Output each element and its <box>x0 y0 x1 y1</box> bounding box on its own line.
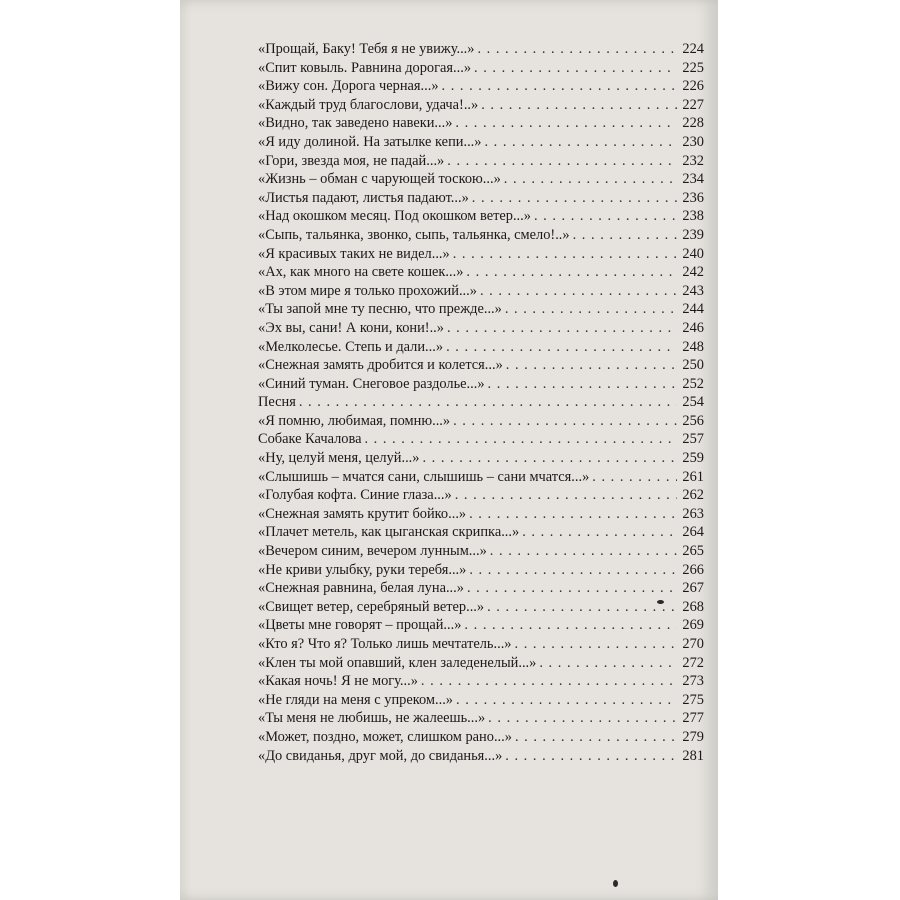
toc-entry-title: «Кто я? Что я? Только лишь мечтатель...» <box>258 636 512 652</box>
dot-leader <box>488 709 677 728</box>
toc-entry-title: «Гори, звезда моя, не падай...» <box>258 152 445 169</box>
toc-entry-page: 270 <box>682 636 704 652</box>
toc-entry-page: 264 <box>682 524 704 541</box>
toc-entry <box>258 728 704 747</box>
toc-entry-page: 232 <box>682 152 704 169</box>
dot-leader <box>364 430 677 449</box>
dot-leader <box>504 170 677 189</box>
toc-entry-title: «Сыпь, тальянка, звонко, сыпь, тальянка, смело!..» <box>258 226 570 243</box>
dot-leader <box>469 561 677 580</box>
toc-entry <box>258 486 704 505</box>
dot-leader <box>573 226 677 245</box>
toc-entry-page: 238 <box>682 208 704 225</box>
toc-entry <box>258 77 704 96</box>
toc-entry-page: 250 <box>682 357 704 374</box>
toc-entry <box>258 59 704 78</box>
dot-leader <box>480 282 677 301</box>
toc-entry-title: Собаке Качалова <box>258 431 362 448</box>
toc-entry <box>258 616 704 635</box>
toc-entry-title: «Ты меня не любишь, не жалеешь...» <box>258 710 486 727</box>
toc-entry-title: «Мелколесье. Степь и дали...» <box>258 338 444 355</box>
toc-entry-page: 240 <box>682 245 704 262</box>
toc-entry-page: 277 <box>682 710 704 727</box>
toc-entry-page: 234 <box>682 171 704 188</box>
dot-leader <box>487 598 677 617</box>
toc-entry <box>258 561 704 580</box>
dot-leader <box>422 449 677 468</box>
dot-leader <box>447 152 677 171</box>
toc-entry-title: «Спит ковыль. Равнина дорогая...» <box>258 59 472 76</box>
toc-entry-page: 265 <box>682 543 704 560</box>
toc-entry <box>258 393 704 412</box>
toc-entry <box>258 523 704 542</box>
toc-entry-title: «Эх вы, сани! А кони, кони!..» <box>258 319 444 336</box>
dot-leader <box>522 523 677 542</box>
dot-leader <box>453 245 677 264</box>
toc-entry-page: 259 <box>682 450 704 467</box>
toc-entry-title: «Каждый труд благослови, удача!..» <box>258 96 479 113</box>
toc-entry <box>258 412 704 431</box>
toc-entry-page: 236 <box>682 189 704 206</box>
dot-leader <box>505 300 677 319</box>
toc-entry-page: 254 <box>682 394 704 411</box>
toc-entry-page: 225 <box>682 59 704 76</box>
toc-entry-title: «Снежная замять дробится и колется...» <box>258 357 503 374</box>
toc-entry <box>258 579 704 598</box>
toc-entry-page: 257 <box>682 431 704 448</box>
dot-leader <box>505 747 677 766</box>
toc-entry <box>258 245 704 264</box>
dot-leader <box>447 319 677 338</box>
dot-leader <box>446 338 677 357</box>
toc-entry-page: 269 <box>682 617 704 634</box>
toc-entry-title: «Какая ночь! Я не могу...» <box>258 673 418 690</box>
toc-entry-page: 272 <box>682 654 704 671</box>
toc-entry <box>258 654 704 673</box>
toc-entry-title: «Свищет ветер, серебряный ветер...» <box>258 598 485 615</box>
toc-entry-title: «Плачет метель, как цыганская скрипка...» <box>258 524 520 541</box>
toc-entry-title: «Слышишь – мчатся сани, слышишь – сани мчатся...» <box>258 468 590 485</box>
toc-entry-title: «Не гляди на меня с упреком...» <box>258 691 454 708</box>
toc-entry-page: 263 <box>682 505 704 522</box>
toc-entry-page: 244 <box>682 301 704 318</box>
dot-leader <box>442 77 677 96</box>
toc-entry-page: 239 <box>682 226 704 243</box>
toc-entry-title: «Может, поздно, может, слишком рано...» <box>258 728 512 745</box>
toc-entry <box>258 542 704 561</box>
dot-leader <box>455 114 677 133</box>
toc-entry <box>258 96 704 115</box>
toc-entry-title: «До свиданья, друг мой, до свиданья...» <box>258 747 503 764</box>
toc-entry <box>258 114 704 133</box>
toc-entry <box>258 207 704 226</box>
toc-entry-title: «Синий туман. Снеговое раздолье...» <box>258 375 485 392</box>
toc-entry-title: «Снежная замять крутит бойко...» <box>258 505 467 522</box>
toc-entry-page: 224 <box>682 41 704 57</box>
toc-entry-page: 230 <box>682 133 704 150</box>
toc-entry-page: 275 <box>682 691 704 708</box>
toc-entry-title: «Я красивых таких не видел...» <box>258 245 450 262</box>
toc-entry <box>258 672 704 691</box>
toc-entry-title: «Клен ты мой опавший, клен заледенелый...» <box>258 654 537 671</box>
dot-leader <box>466 263 677 282</box>
toc-entry <box>258 635 704 654</box>
ink-spot <box>613 880 618 887</box>
dot-leader <box>467 579 677 598</box>
toc-entry-title: «Цветы мне говорят – прощай...» <box>258 617 462 634</box>
toc-entry-title: «Снежная равнина, белая луна...» <box>258 580 464 597</box>
toc-entry-page: 248 <box>682 338 704 355</box>
toc-entry-title: «Над окошком месяц. Под окошком ветер...» <box>258 208 531 225</box>
dot-leader <box>481 96 677 115</box>
toc-entry-page: 256 <box>682 412 704 429</box>
toc-entry-page: 228 <box>682 115 704 132</box>
toc-entry <box>258 747 704 766</box>
toc-entry <box>258 691 704 710</box>
toc-entry-page: 273 <box>682 673 704 690</box>
dot-leader <box>299 393 677 412</box>
dot-leader <box>453 412 677 431</box>
toc-entry-title: «Я помню, любимая, помню...» <box>258 412 451 429</box>
toc-entry <box>258 505 704 524</box>
toc-entry <box>258 226 704 245</box>
dot-leader <box>488 375 677 394</box>
dot-leader <box>472 189 677 208</box>
toc-entry-page: 226 <box>682 78 704 95</box>
dot-leader <box>474 59 677 78</box>
toc-entry <box>258 430 704 449</box>
toc-entry <box>258 598 704 617</box>
dot-leader <box>469 505 677 524</box>
toc-entry-page: 242 <box>682 264 704 281</box>
toc-entry-page: 279 <box>682 728 704 745</box>
table-of-contents <box>258 40 704 765</box>
toc-entry-title: «Не криви улыбку, руки теребя...» <box>258 561 467 578</box>
toc-entry-title: «Листья падают, листья падают...» <box>258 189 469 206</box>
toc-entry-page: 281 <box>682 747 704 764</box>
toc-entry <box>258 709 704 728</box>
toc-entry-title: «Голубая кофта. Синие глаза...» <box>258 487 452 504</box>
toc-entry-title: «Ну, целуй меня, целуй...» <box>258 450 420 467</box>
toc-entry-page: 252 <box>682 375 704 392</box>
dot-leader <box>455 486 677 505</box>
dot-leader <box>456 691 677 710</box>
toc-entry <box>258 133 704 152</box>
toc-entry-title: «Ах, как много на свете кошек...» <box>258 264 464 281</box>
toc-entry-title: Песня <box>258 394 296 411</box>
toc-entry <box>258 263 704 282</box>
dot-leader <box>490 542 677 561</box>
dot-leader <box>539 654 677 673</box>
toc-entry-title: «Ты запой мне ту песню, что прежде...» <box>258 301 502 318</box>
toc-entry-page: 268 <box>682 598 704 615</box>
dot-leader <box>534 207 677 226</box>
toc-entry-page: 261 <box>682 468 704 485</box>
toc-entry <box>258 152 704 171</box>
toc-entry <box>258 375 704 394</box>
toc-entry-page: 266 <box>682 561 704 578</box>
toc-entry <box>258 40 704 59</box>
dot-leader <box>484 133 677 152</box>
toc-entry-title: «Жизнь – обман с чарующей тоскою...» <box>258 171 501 188</box>
toc-entry <box>258 170 704 189</box>
toc-entry-title: «Я иду долиной. На затылке кепи...» <box>258 133 482 150</box>
dot-leader <box>506 356 677 375</box>
dot-leader <box>421 672 677 691</box>
toc-entry-title: «Вечером синим, вечером лунным...» <box>258 543 487 560</box>
toc-entry <box>258 282 704 301</box>
toc-entry <box>258 449 704 468</box>
toc-entry <box>258 300 704 319</box>
toc-entry-title: «Видно, так заведено навеки...» <box>258 115 453 132</box>
toc-entry-page: 243 <box>682 282 704 299</box>
toc-entry-title: «В этом мире я только прохожий...» <box>258 282 477 299</box>
toc-entry-title: «Прощай, Баку! Тебя я не увижу...» <box>258 41 475 57</box>
toc-entry-title: «Вижу сон. Дорога черная...» <box>258 78 439 95</box>
toc-entry <box>258 189 704 208</box>
dot-leader <box>515 635 678 654</box>
toc-entry <box>258 319 704 338</box>
dot-leader <box>515 728 677 747</box>
toc-entry-page: 246 <box>682 319 704 336</box>
toc-entry <box>258 338 704 357</box>
toc-entry-page: 227 <box>682 96 704 113</box>
toc-entry-page: 267 <box>682 580 704 597</box>
toc-entry <box>258 356 704 375</box>
toc-entry-page: 262 <box>682 487 704 504</box>
dot-leader <box>464 616 677 635</box>
dot-leader <box>592 468 677 487</box>
toc-entry <box>258 468 704 487</box>
dot-leader <box>477 40 677 59</box>
